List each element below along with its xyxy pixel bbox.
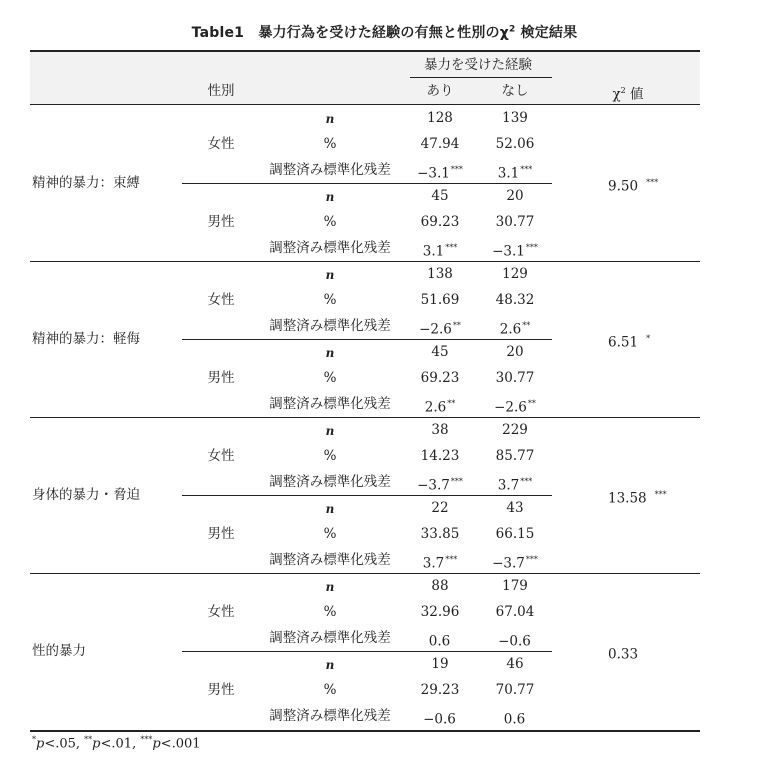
chi-square-header <box>612 83 643 103</box>
pct-yes: 14.23 <box>420 448 460 464</box>
n-no: 43 <box>506 500 524 516</box>
gender-header: 性別 <box>207 83 235 99</box>
pct-no: 52.06 <box>495 136 535 152</box>
title-text: Table1 暴力行為を受けた経験の有無と性別の <box>191 25 500 41</box>
residual-yes-value: −3.1 <box>417 165 450 182</box>
n-yes: 38 <box>431 422 449 438</box>
row-label-n: n <box>325 658 335 672</box>
pct-no: 30.77 <box>495 370 535 386</box>
pct-yes: 69.23 <box>420 370 460 386</box>
row-label-pct: % <box>323 448 337 464</box>
residual-yes <box>419 318 461 338</box>
residual-no-value: 3.7 <box>497 477 520 494</box>
row-label-n: n <box>325 190 335 204</box>
row-label-n: n <box>325 112 335 126</box>
n-yes: 22 <box>431 500 449 516</box>
residual-yes <box>423 552 457 572</box>
gender-separator-rule <box>182 651 552 652</box>
gender-label: 男性 <box>207 370 235 386</box>
note-p-1: p <box>36 736 45 752</box>
note-threshold-1: <.05, <box>44 736 85 752</box>
row-label-residual: 調整済み標準化残差 <box>269 240 391 256</box>
residual-no <box>498 474 532 494</box>
bottom-rule <box>30 730 700 732</box>
group-separator-rule <box>30 573 700 574</box>
residual-no-value: 2.6 <box>499 321 522 338</box>
n-no: 46 <box>506 656 524 672</box>
header-band <box>30 52 700 104</box>
n-yes: 19 <box>431 656 449 672</box>
residual-yes <box>425 396 455 416</box>
pct-no: 30.77 <box>495 214 535 230</box>
row-label-n: n <box>325 580 335 594</box>
row-label-pct: % <box>323 370 337 386</box>
residual-no-stars: ** <box>527 399 536 408</box>
pct-yes: 33.85 <box>420 526 460 542</box>
n-yes: 45 <box>431 344 449 360</box>
row-label-n: n <box>325 346 335 360</box>
n-no: 179 <box>502 578 528 594</box>
note-stars-1: * <box>32 735 36 744</box>
category-label: 身体的暴力・脅迫 <box>32 487 140 503</box>
residual-no <box>494 396 536 416</box>
pct-no: 66.15 <box>495 526 535 542</box>
residual-yes-value: −2.6 <box>419 321 452 338</box>
note-p-3: p <box>152 736 161 752</box>
chi-value: 6.51 <box>608 334 639 351</box>
residual-no-value: −3.7 <box>492 555 525 572</box>
chi-stars: * <box>646 334 651 343</box>
row-label-n: n <box>325 502 335 516</box>
gender-label: 女性 <box>207 604 235 620</box>
category-label: 精神的暴力：束縛 <box>32 175 140 191</box>
row-label-n: n <box>325 268 335 282</box>
n-no: 129 <box>502 266 528 282</box>
residual-yes-stars: ** <box>452 321 461 330</box>
chi-value: 13.58 <box>608 490 647 507</box>
residual-yes-stars: *** <box>450 165 463 174</box>
n-yes: 128 <box>427 110 453 126</box>
residual-yes-value: −3.7 <box>417 477 450 494</box>
pct-no: 48.32 <box>495 292 535 308</box>
row-label-residual: 調整済み標準化残差 <box>269 708 391 724</box>
residual-no-value: 3.1 <box>497 165 520 182</box>
gender-separator-rule <box>182 183 552 184</box>
n-no: 20 <box>506 188 524 204</box>
residual-yes-value: 3.7 <box>422 555 445 572</box>
row-label-residual: 調整済み標準化残差 <box>269 396 391 412</box>
row-label-pct: % <box>323 604 337 620</box>
residual-no <box>492 240 538 260</box>
chi-value: 0.33 <box>608 646 639 663</box>
residual-no-value: 0.6 <box>503 711 526 728</box>
n-yes: 138 <box>427 266 453 282</box>
row-label-n: n <box>325 424 335 438</box>
row-label-pct: % <box>323 682 337 698</box>
row-label-residual: 調整済み標準化残差 <box>269 474 391 490</box>
note-stars-2: ** <box>84 735 93 744</box>
residual-yes-value: −0.6 <box>423 711 456 728</box>
note-threshold-2: <.01, <box>100 736 141 752</box>
row-label-pct: % <box>323 526 337 542</box>
n-no: 139 <box>502 110 528 126</box>
group-separator-rule <box>30 417 700 418</box>
residual-yes <box>423 240 457 260</box>
residual-yes-value: 2.6 <box>424 399 447 416</box>
pct-yes: 29.23 <box>420 682 460 698</box>
pct-no: 70.77 <box>495 682 535 698</box>
category-label: 性的暴力 <box>32 643 86 659</box>
n-yes: 45 <box>431 188 449 204</box>
residual-no-stars: ** <box>522 321 531 330</box>
row-label-residual: 調整済み標準化残差 <box>269 318 391 334</box>
pct-yes: 47.94 <box>420 136 460 152</box>
chi-value: 9.50 <box>608 178 639 195</box>
residual-yes <box>423 708 457 728</box>
experience-group-header: 暴力を受けた経験 <box>424 57 532 73</box>
chi-square-value <box>608 175 658 195</box>
gender-label: 男性 <box>207 526 235 542</box>
residual-yes-value: 3.1 <box>422 243 445 260</box>
gender-label: 女性 <box>207 448 235 464</box>
residual-no <box>498 162 532 182</box>
row-label-pct: % <box>323 136 337 152</box>
gender-label: 女性 <box>207 136 235 152</box>
residual-yes-value: 0.6 <box>428 633 451 650</box>
title-suffix: 検定結果 <box>520 25 578 41</box>
chi-header-symbol: χ <box>612 86 621 103</box>
note-p-2: p <box>92 736 101 752</box>
n-no: 229 <box>502 422 528 438</box>
pct-yes: 51.69 <box>420 292 460 308</box>
residual-no <box>492 552 538 572</box>
residual-no-value: −0.6 <box>498 633 531 650</box>
gender-separator-rule <box>182 495 552 496</box>
residual-no-value: −3.1 <box>492 243 525 260</box>
gender-separator-rule <box>182 339 552 340</box>
residual-yes <box>417 162 463 182</box>
n-yes: 88 <box>431 578 449 594</box>
chi-header-superscript: 2 <box>620 86 626 95</box>
note-threshold-3: <.001 <box>160 736 201 752</box>
header-bottom-rule <box>30 104 700 105</box>
chi-square-value <box>608 331 650 351</box>
chi-header-label: 値 <box>630 86 644 103</box>
experience-group-rule <box>410 77 552 78</box>
category-label: 精神的暴力：軽侮 <box>32 331 140 347</box>
title-chi-superscript: 2 <box>508 24 516 35</box>
residual-no-stars: *** <box>520 165 533 174</box>
residual-yes-stars: *** <box>450 477 463 486</box>
residual-yes-stars: *** <box>445 555 458 564</box>
residual-yes-stars: *** <box>445 243 458 252</box>
row-label-residual: 調整済み標準化残差 <box>269 552 391 568</box>
row-label-residual: 調整済み標準化残差 <box>269 162 391 178</box>
residual-no <box>504 708 526 728</box>
pct-yes: 32.96 <box>420 604 460 620</box>
chi-square-value <box>608 643 646 663</box>
residual-no <box>500 318 530 338</box>
residual-yes-stars: ** <box>447 399 456 408</box>
row-label-pct: % <box>323 292 337 308</box>
residual-no-stars: *** <box>520 477 533 486</box>
title-chi-symbol: χ <box>499 25 509 41</box>
pct-yes: 69.23 <box>420 214 460 230</box>
chi-stars: *** <box>646 178 659 187</box>
pct-no: 85.77 <box>495 448 535 464</box>
gender-label: 男性 <box>207 682 235 698</box>
significance-note <box>32 735 201 751</box>
table-title <box>0 22 769 42</box>
residual-no-stars: *** <box>525 555 538 564</box>
gender-label: 女性 <box>207 292 235 308</box>
col-header-yes: あり <box>426 83 454 99</box>
chi-stars: *** <box>654 490 667 499</box>
row-label-pct: % <box>323 214 337 230</box>
gender-label: 男性 <box>207 214 235 230</box>
col-header-no: なし <box>501 83 529 99</box>
row-label-residual: 調整済み標準化残差 <box>269 630 391 646</box>
group-separator-rule <box>30 261 700 262</box>
pct-no: 67.04 <box>495 604 535 620</box>
residual-yes <box>429 630 451 650</box>
residual-yes <box>417 474 463 494</box>
residual-no-stars: *** <box>525 243 538 252</box>
note-stars-3: *** <box>140 735 153 744</box>
chi-square-value <box>608 487 667 507</box>
residual-no <box>498 630 532 650</box>
residual-no-value: −2.6 <box>494 399 527 416</box>
n-no: 20 <box>506 344 524 360</box>
